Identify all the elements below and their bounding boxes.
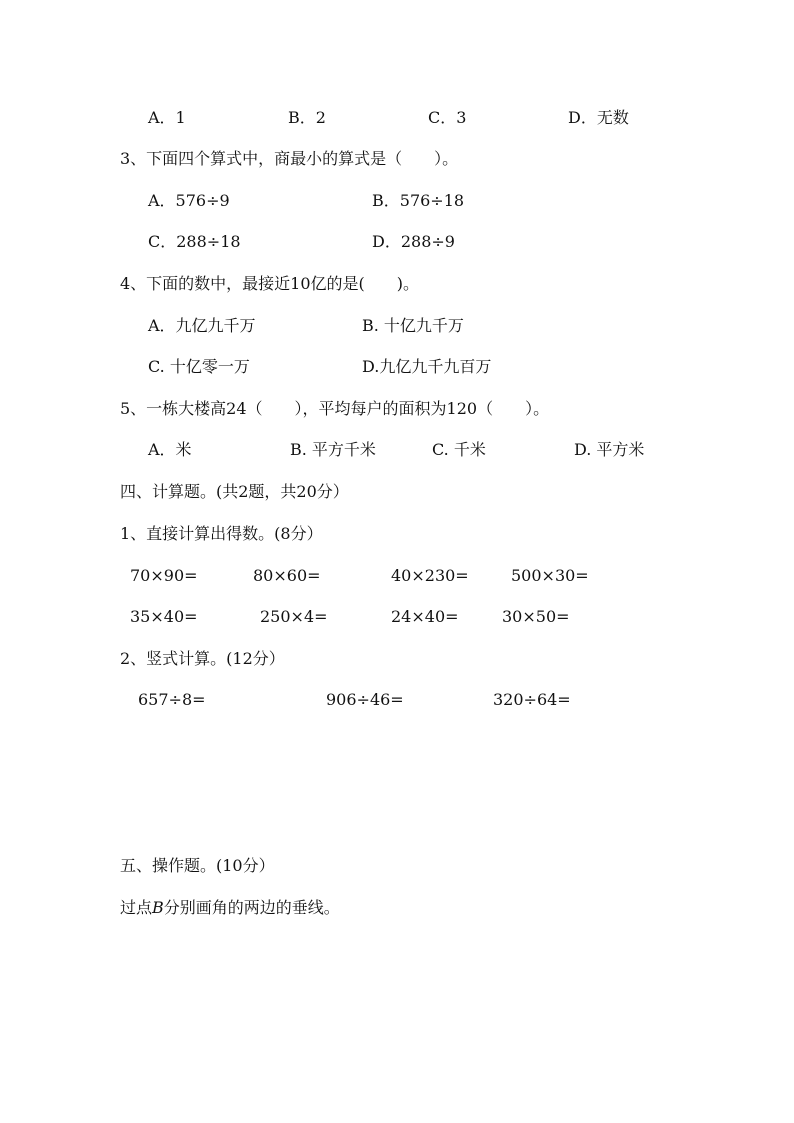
q3-option-c: C．288÷18 xyxy=(148,232,241,251)
vertical-calc-3: 320÷64= xyxy=(493,690,571,709)
q5-option-a: A．米 xyxy=(148,440,192,459)
calc-1-2: 80×60= xyxy=(253,566,321,585)
q3-option-d: D．288÷9 xyxy=(372,232,455,251)
section4-heading: 四、计算题。(共2题，共20分） xyxy=(120,482,349,501)
q3-option-a: A．576÷9 xyxy=(148,191,230,210)
q3-stem: 3、下面四个算式中，商最小的算式是（ ）。 xyxy=(120,149,459,168)
section4-sub2-title: 2、竖式计算。(12分） xyxy=(120,649,285,668)
q4-option-c: C. 十亿零一万 xyxy=(148,357,250,376)
calc-2-3: 24×40= xyxy=(391,607,459,626)
q2-option-b: B．2 xyxy=(288,108,326,127)
q5-option-d: D. 平方米 xyxy=(574,440,645,459)
section5-heading: 五、操作题。(10分） xyxy=(120,856,275,875)
q4-option-a: A．九亿九千万 xyxy=(148,316,256,335)
vertical-calc-2: 906÷46= xyxy=(326,690,404,709)
section4-sub1-title: 1、直接计算出得数。(8分） xyxy=(120,524,323,543)
q5-option-c: C. 千米 xyxy=(432,440,486,459)
q2-option-c: C．3 xyxy=(428,108,467,127)
vertical-calc-1: 657÷8= xyxy=(138,690,206,709)
instruction-after: 分别画角的两边的垂线。 xyxy=(163,898,340,917)
q4-option-d: D.九亿九千九百万 xyxy=(362,357,492,376)
calc-2-2: 250×4= xyxy=(260,607,328,626)
calc-1-4: 500×30= xyxy=(511,566,589,585)
point-b-label: B xyxy=(152,898,164,917)
calc-2-1: 35×40= xyxy=(130,607,198,626)
q4-option-b: B. 十亿九千万 xyxy=(362,316,464,335)
q5-stem: 5、一栋大楼高24（ ），平均每户的面积为120（ ）。 xyxy=(120,399,550,418)
calc-2-4: 30×50= xyxy=(502,607,570,626)
q2-option-a: A．1 xyxy=(148,108,186,127)
q2-option-d: D．无数 xyxy=(568,108,629,127)
q4-stem: 4、下面的数中，最接近10亿的是( )。 xyxy=(120,274,420,293)
instruction-before: 过点 xyxy=(120,898,153,917)
q3-option-b: B．576÷18 xyxy=(372,191,465,210)
section5-instruction xyxy=(120,898,340,918)
calc-1-3: 40×230= xyxy=(391,566,469,585)
q5-option-b: B. 平方千米 xyxy=(290,440,376,459)
calc-1-1: 70×90= xyxy=(130,566,198,585)
